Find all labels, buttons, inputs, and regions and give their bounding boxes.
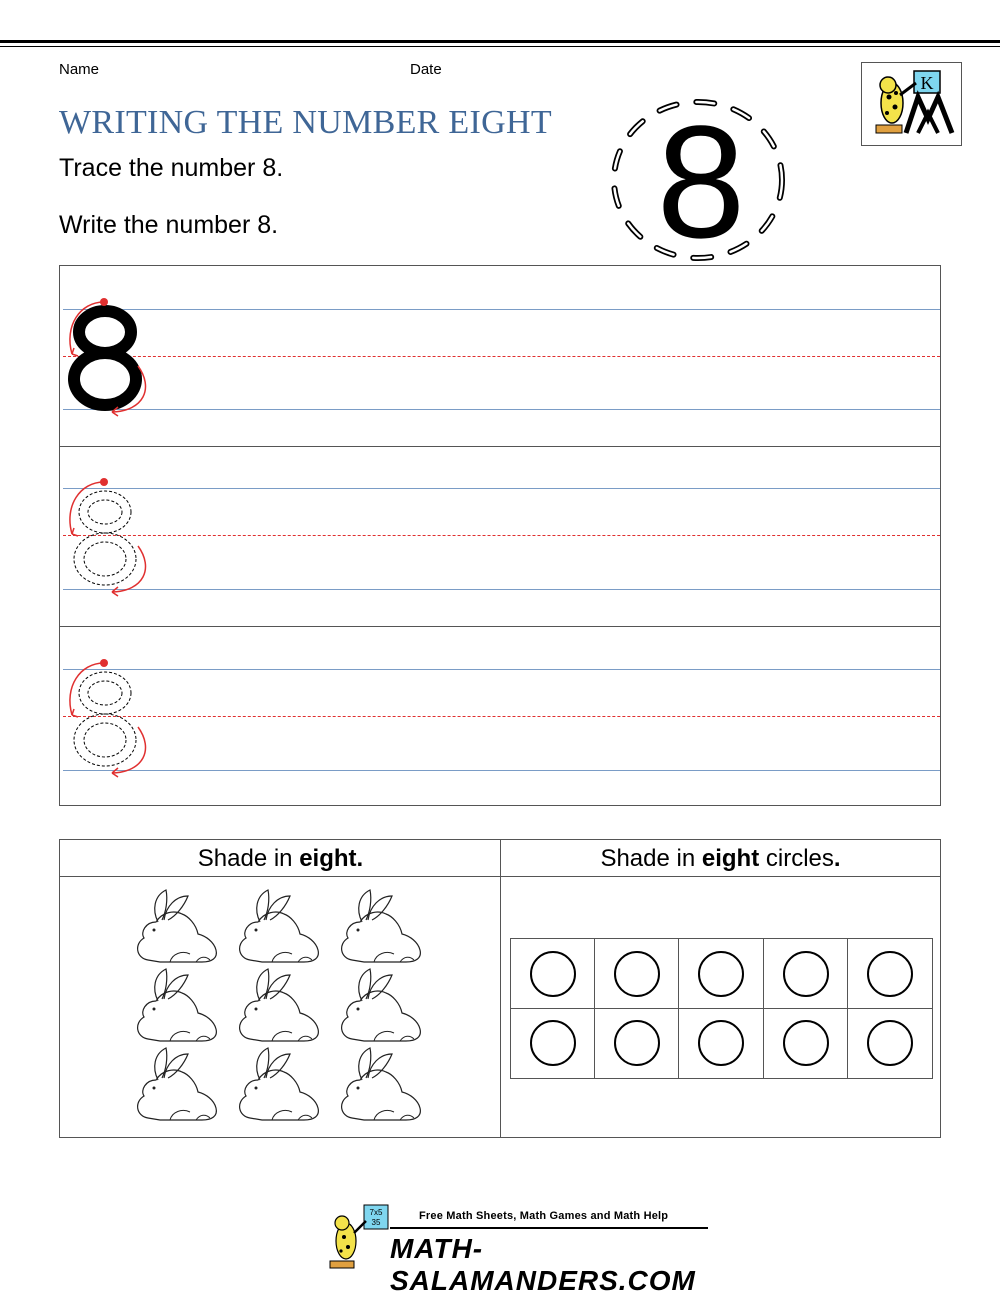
write-instruction: Write the number 8.	[59, 211, 279, 239]
grade-letter: K	[920, 73, 934, 93]
page-title: WRITING THE NUMBER EIGHT	[59, 104, 552, 141]
rabbit-icon[interactable]	[232, 888, 324, 968]
header-text: Shade in	[197, 845, 300, 872]
shade-circle[interactable]	[867, 1020, 913, 1066]
rabbit-grid	[130, 888, 440, 1130]
rabbit-icon[interactable]	[130, 967, 222, 1047]
guide-top-line	[63, 309, 940, 310]
rabbit-icon[interactable]	[334, 967, 426, 1047]
shade-circle[interactable]	[614, 1020, 660, 1066]
header-bold: eight	[701, 845, 760, 872]
shade-circle[interactable]	[530, 1020, 576, 1066]
badge-text: 35	[371, 1218, 381, 1227]
rabbit-icon[interactable]	[232, 1046, 324, 1126]
rabbit-icon[interactable]	[130, 1046, 222, 1126]
name-label: Name	[59, 61, 100, 78]
guide-top-line	[63, 488, 940, 489]
frame-cell	[848, 1009, 932, 1079]
header-text: Shade in	[600, 845, 702, 872]
footer-brand: MATH-SALAMANDERS.COM	[390, 1233, 696, 1296]
shade-rabbits-header	[60, 840, 501, 877]
guide-base-line	[63, 589, 940, 590]
guide-base-line	[63, 409, 940, 410]
header-period: .	[833, 845, 841, 872]
row-divider	[60, 446, 940, 447]
ten-frame	[510, 938, 933, 1079]
row-divider	[60, 626, 940, 627]
date-label: Date	[410, 61, 442, 78]
guide-top-line	[63, 669, 940, 670]
guide-mid-line	[63, 535, 940, 536]
dotted-eight	[60, 476, 170, 601]
salamander-mascot-icon	[326, 1203, 396, 1273]
frame-cell	[679, 1009, 763, 1079]
solid-eight	[60, 296, 170, 421]
column-divider	[500, 840, 501, 1137]
footer-tagline: Free Math Sheets, Math Games and Math Help	[419, 1210, 669, 1222]
top-rule-thin	[0, 46, 1000, 47]
frame-cell	[848, 939, 932, 1009]
frame-cell	[595, 1009, 679, 1079]
shading-activity	[59, 839, 941, 1138]
shade-circle[interactable]	[698, 1020, 744, 1066]
frame-cell	[511, 1009, 595, 1079]
frame-cell	[511, 939, 595, 1009]
rabbit-icon[interactable]	[232, 967, 324, 1047]
shade-circle[interactable]	[867, 951, 913, 997]
footer-logo	[326, 1203, 710, 1296]
guide-mid-line	[63, 356, 940, 357]
shade-circle[interactable]	[783, 1020, 829, 1066]
frame-cell	[595, 939, 679, 1009]
shade-circle[interactable]	[783, 951, 829, 997]
header-text: circles	[759, 845, 834, 872]
rabbit-icon[interactable]	[334, 888, 426, 968]
shade-circle[interactable]	[530, 951, 576, 997]
writing-practice-area	[59, 265, 941, 806]
rabbit-icon[interactable]	[130, 888, 222, 968]
footer-rule	[390, 1227, 708, 1229]
trace-instruction: Trace the number 8.	[59, 154, 284, 182]
shade-circle[interactable]	[698, 951, 744, 997]
grade-badge	[861, 62, 962, 146]
frame-cell	[764, 939, 848, 1009]
shade-circle[interactable]	[614, 951, 660, 997]
top-rule	[0, 40, 1000, 43]
dotted-eight	[60, 657, 170, 782]
frame-cell	[679, 939, 763, 1009]
shade-circles-header	[500, 840, 941, 877]
salamander-logo-icon	[862, 63, 961, 145]
rabbit-icon[interactable]	[334, 1046, 426, 1126]
featured-digit	[606, 92, 796, 271]
frame-cell	[764, 1009, 848, 1079]
guide-mid-line	[63, 716, 940, 717]
badge-text: 7x5	[369, 1208, 383, 1217]
header-bold: eight.	[299, 845, 364, 872]
guide-base-line	[63, 770, 940, 771]
featured-digit-eight: 8	[656, 92, 746, 271]
